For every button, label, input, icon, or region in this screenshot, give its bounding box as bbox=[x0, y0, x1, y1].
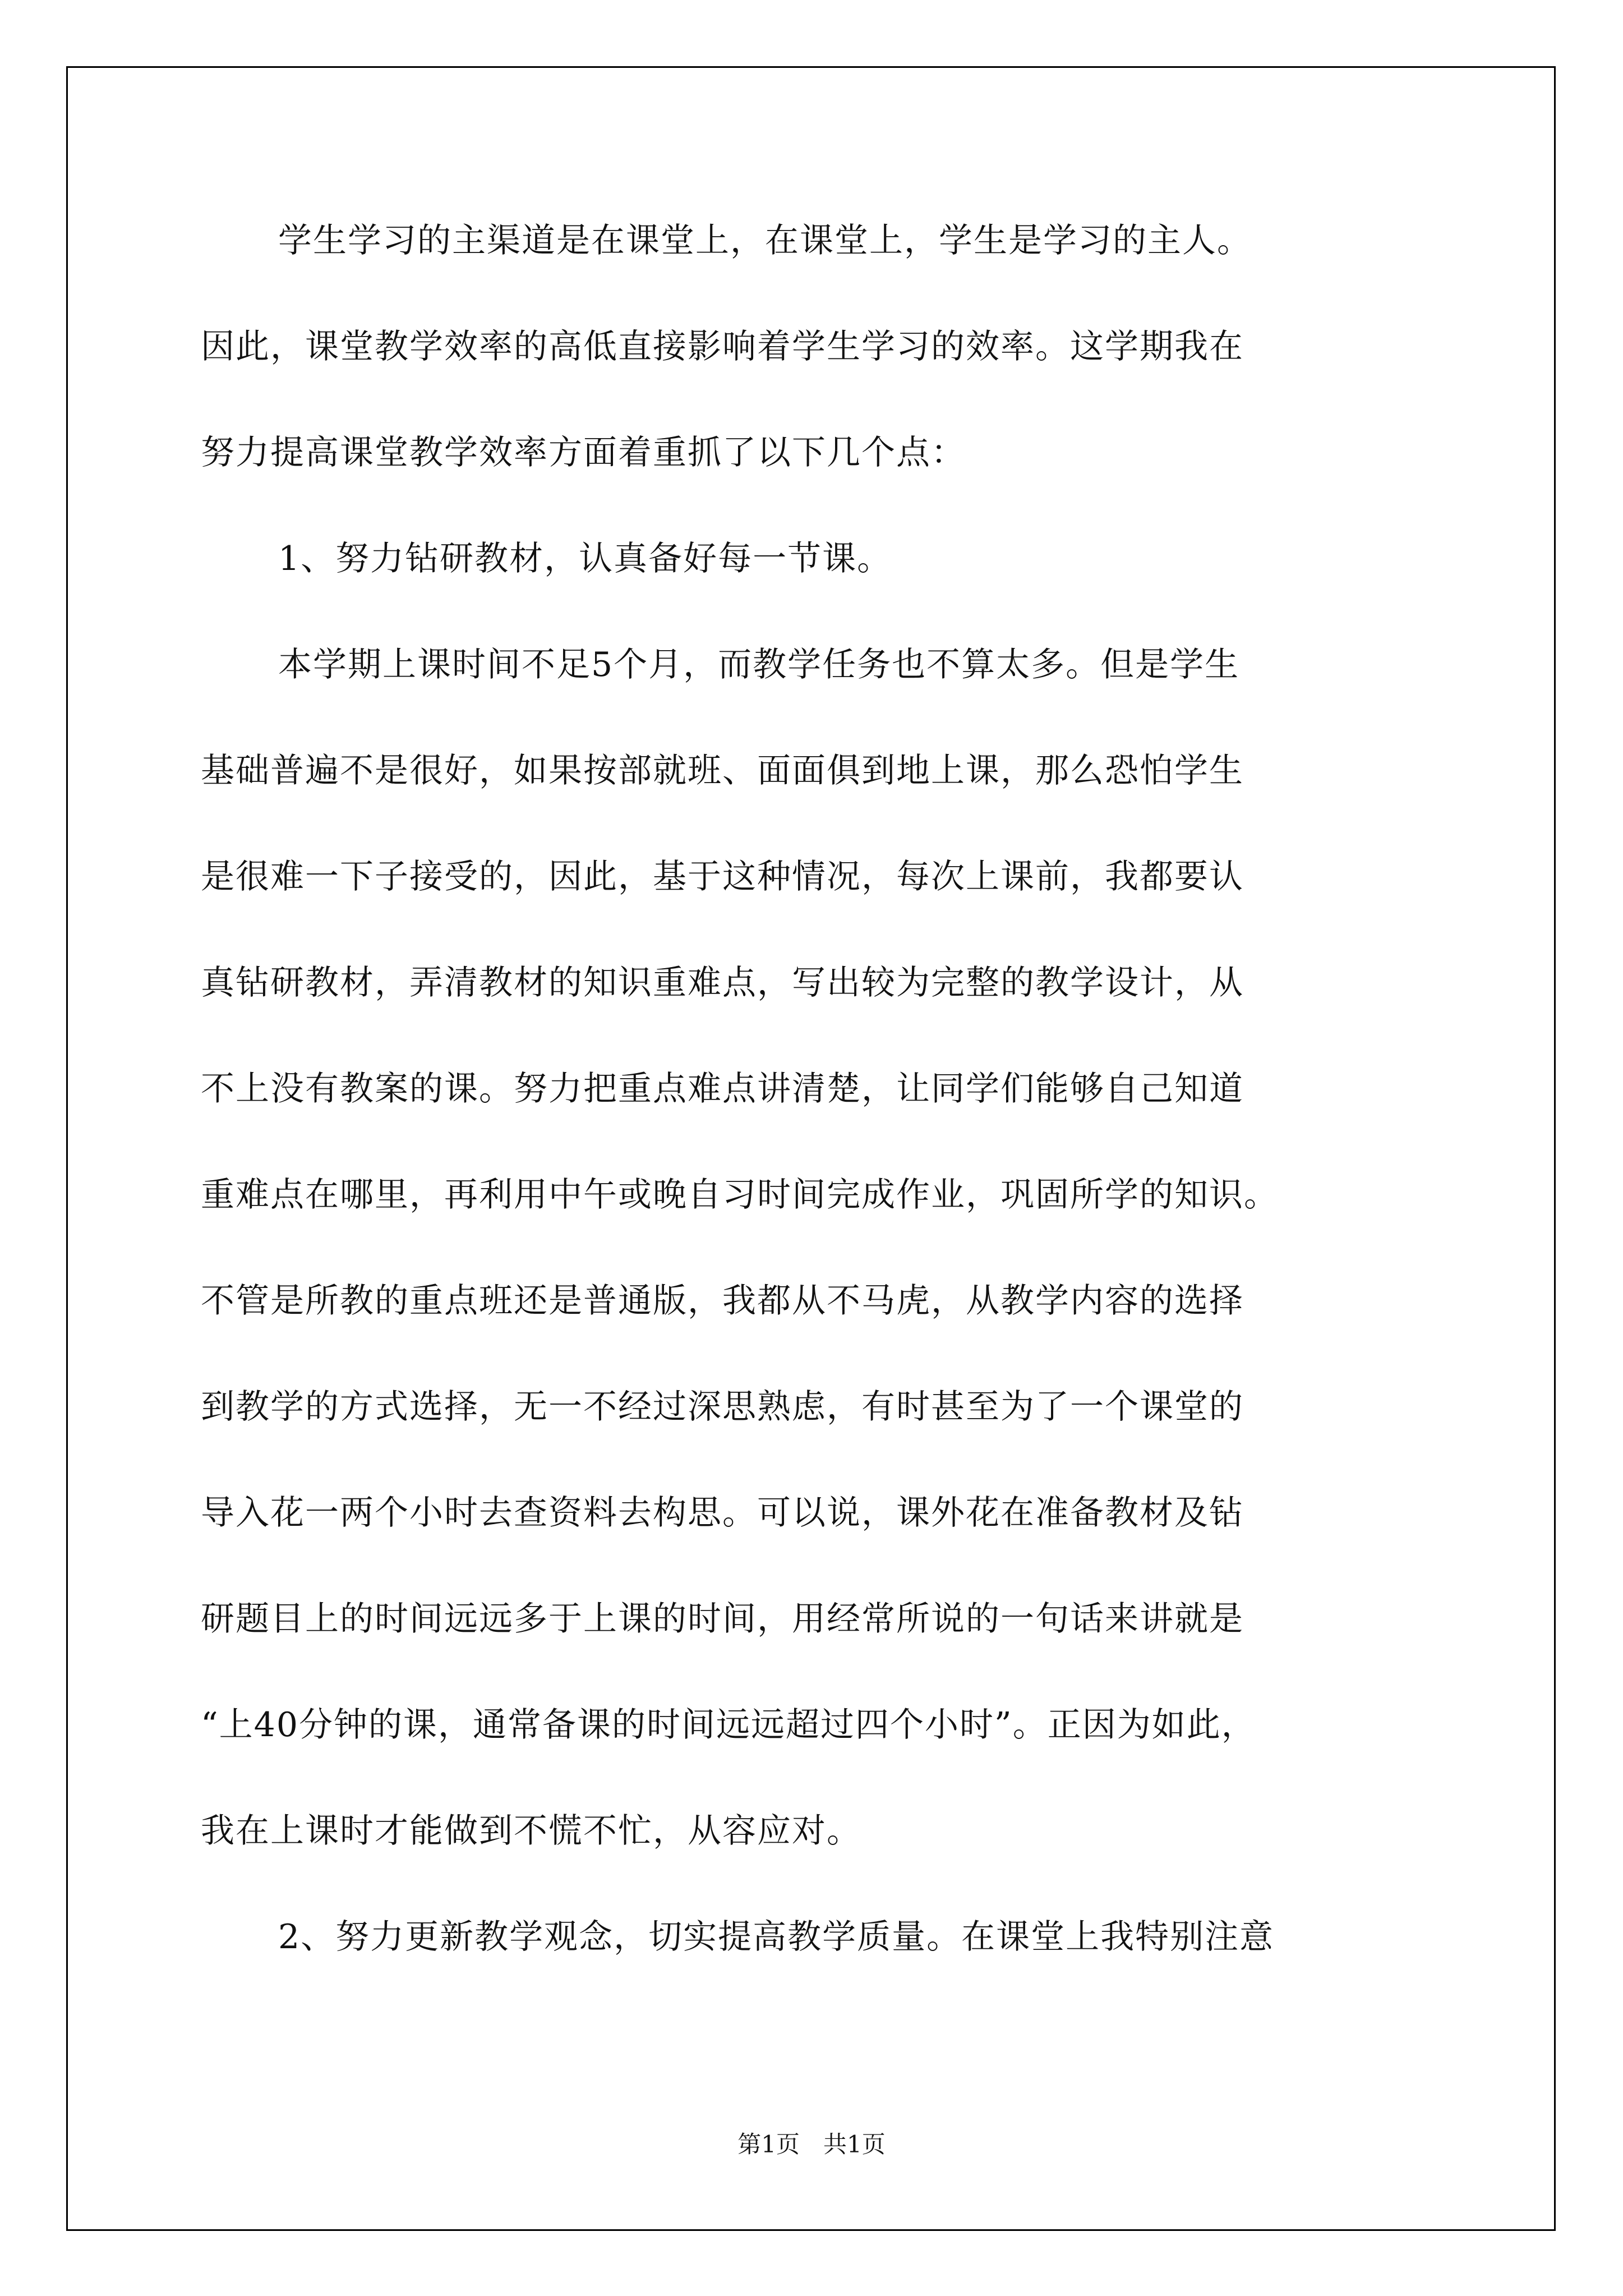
text-line: 基础普遍不是很好，如果按部就班、面面俱到地上课，那么恐怕学生 bbox=[201, 751, 1244, 790]
text-line: 真钻研教材，弄清教材的知识重难点，写出较为完整的教学设计，从 bbox=[201, 963, 1244, 1002]
section-heading-2: 2、努力更新教学观念，切实提高教学质量。在课堂上我特别注意 bbox=[278, 1917, 1275, 1957]
text-line: “上40分钟的课，通常备课的时间远远超过四个小时”。正因为如此， bbox=[201, 1705, 1256, 1745]
text-line: 我在上课时才能做到不慌不忙，从容应对。 bbox=[201, 1811, 861, 1851]
page-number: 第1页 共1页 bbox=[737, 2131, 886, 2158]
text-line: 到教学的方式选择，无一不经过深思熟虑，有时甚至为了一个课堂的 bbox=[201, 1387, 1244, 1427]
section-heading-1: 1、努力钻研教材，认真备好每一节课。 bbox=[278, 539, 892, 578]
text-line: 不上没有教案的课。努力把重点难点讲清楚，让同学们能够自己知道 bbox=[201, 1069, 1244, 1108]
text-line: 本学期上课时间不足5个月，而教学任务也不算太多。但是学生 bbox=[278, 645, 1240, 684]
text-line: 学生学习的主渠道是在课堂上，在课堂上，学生是学习的主人。 bbox=[278, 221, 1252, 260]
text-line: 重难点在哪里，再利用中午或晚自习时间完成作业，巩固所学的知识。 bbox=[201, 1175, 1279, 1214]
text-line: 不管是所教的重点班还是普通版，我都从不马虎，从教学内容的选择 bbox=[201, 1281, 1244, 1320]
text-line: 研题目上的时间远远多于上课的时间，用经常所说的一句话来讲就是 bbox=[201, 1599, 1244, 1639]
text-line: 导入花一两个小时去查资料去构思。可以说，课外花在准备教材及钻 bbox=[201, 1493, 1244, 1533]
text-line: 是很难一下子接受的，因此，基于这种情况，每次上课前，我都要认 bbox=[201, 857, 1244, 896]
text-line: 因此，课堂教学效率的高低直接影响着学生学习的效率。这学期我在 bbox=[201, 327, 1244, 366]
document-body bbox=[201, 188, 1440, 1990]
text-line: 努力提高课堂教学效率方面着重抓了以下几个点： bbox=[201, 433, 966, 472]
